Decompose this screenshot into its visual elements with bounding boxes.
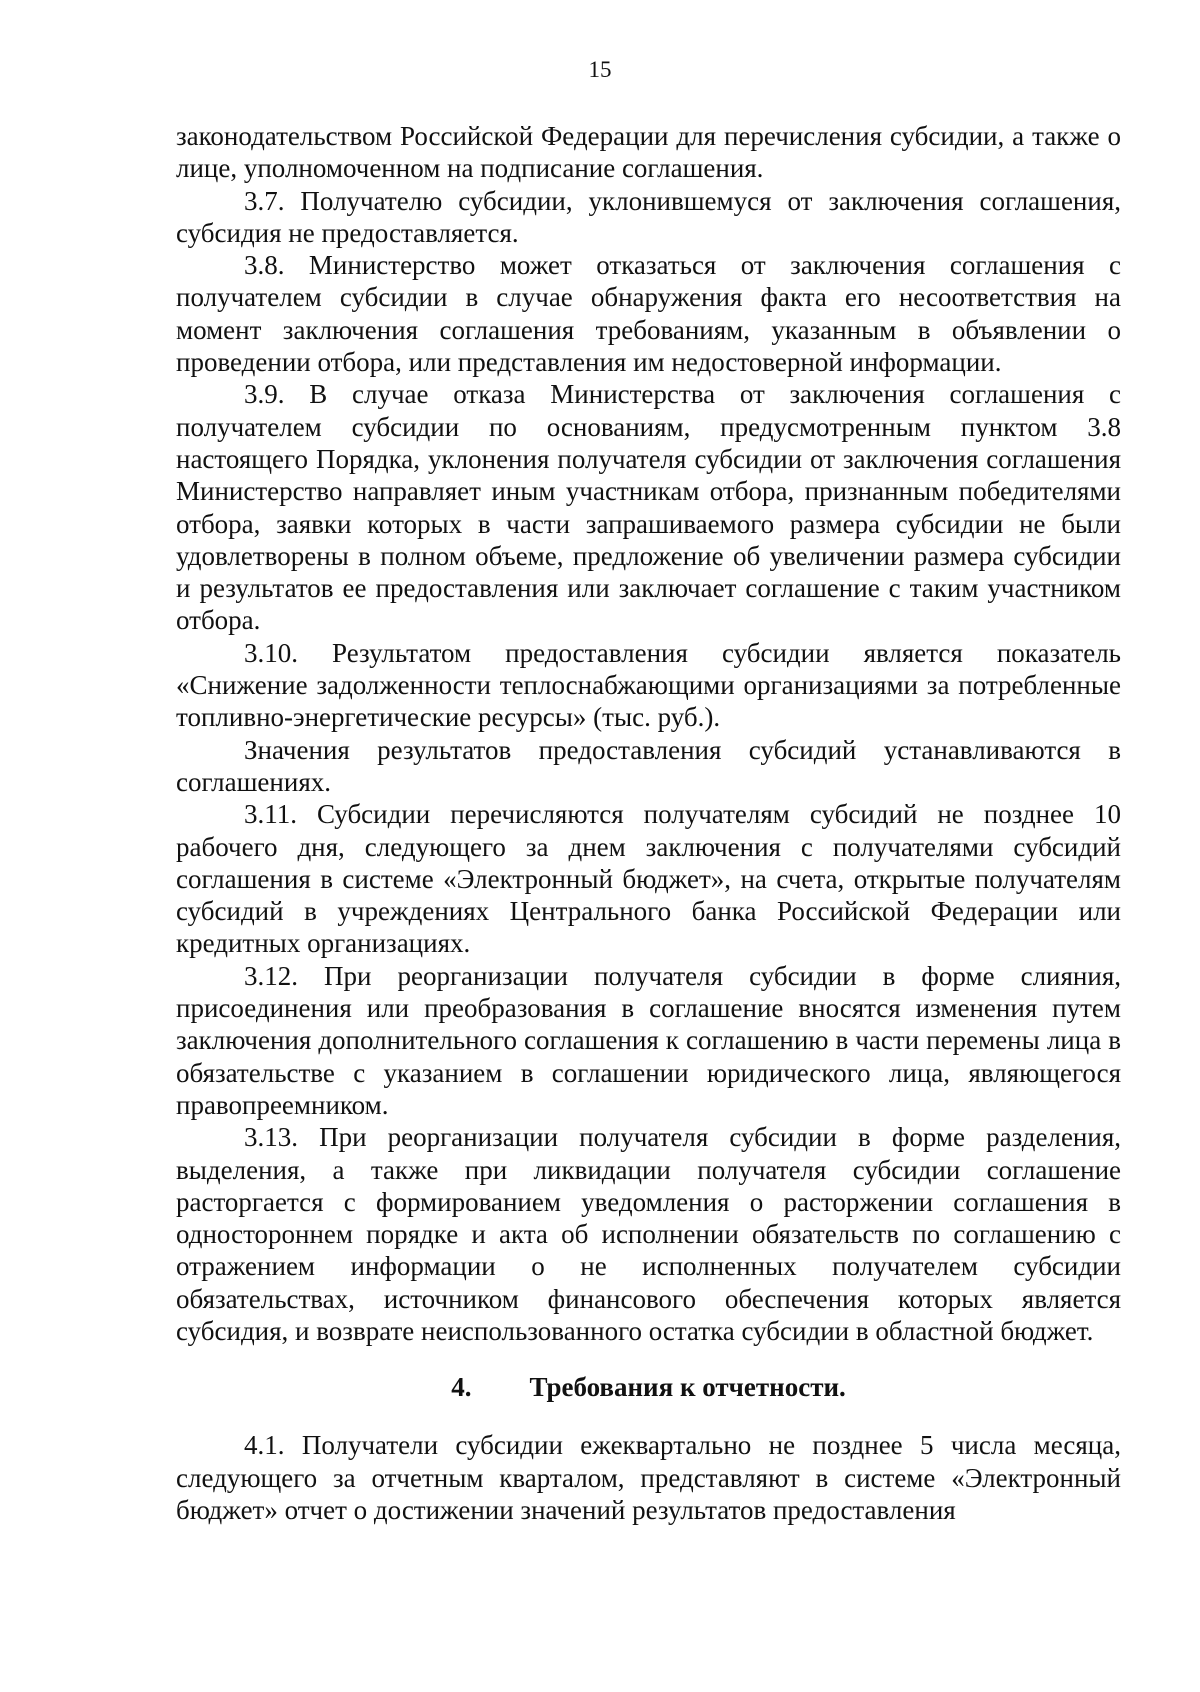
paragraph-legislation-continuation: законодательством Российской Федерации для перечисления субсидии, а также о лице, уполномоченном на подписание соглашения.: [176, 121, 1121, 184]
section-number: 4.: [451, 1372, 472, 1403]
paragraph-3-7: 3.7. Получателю субсидии, уклонившемуся от заключения соглашения, субсидия не предоставляется.: [176, 185, 1121, 248]
paragraph-3-11: 3.11. Субсидии перечисляются получателям субсидий не позднее 10 рабочего дня, следующего за днем заключения с получателями субсидий соглашения в системе «Электронный бюджет», на счета, открытые получателям субсидий в учреждениях Центрального банка Российской Федерации или кредитных организациях.: [176, 799, 1121, 959]
page-number: 15: [588, 57, 612, 82]
paragraph-result-values: Значения результатов предоставления субсидий устанавливаются в соглашениях.: [176, 734, 1121, 797]
section-heading: [176, 1371, 1121, 1403]
paragraph-3-9: 3.9. В случае отказа Министерства от заключения соглашения с получателем субсидии по основаниям, предусмотренным пунктом 3.8 настоящего Порядка, уклонения получателя субсидии от заключения соглашения Министерство направляет иным участникам отбора, признанным победителями отбора, заявки которых в части запрашиваемого размера субсидии не были удовлетворены в полном объеме, предложение об увеличении размера субсидии и результатов ее предоставления или заключает соглашение с таким участником отбора.: [176, 379, 1121, 636]
paragraph-3-8: 3.8. Министерство может отказаться от заключения соглашения с получателем субсидии в случае обнаружения факта его несоответствия на момент заключения соглашения требованиям, указанным в объявлении о проведении отбора, или представления им недостоверной информации.: [176, 250, 1121, 378]
document-body: [176, 120, 1121, 1526]
paragraph-3-10: 3.10. Результатом предоставления субсидии является показатель «Снижение задолженности теплоснабжающими организациями за потребленные топливно-энергетические ресурсы» (тыс. руб.).: [176, 637, 1121, 733]
section-title: Требования к отчетности.: [529, 1372, 846, 1403]
paragraph-4-1: 4.1. Получатели субсидии ежеквартально не позднее 5 числа месяца, следующего за отчетным кварталом, представляют в системе «Электронный бюджет» отчет о достижении значений результатов предоставления: [176, 1430, 1121, 1525]
paragraph-3-12: 3.12. При реорганизации получателя субсидии в форме слияния, присоединения или преобразования в соглашение вносятся изменения путем заключения дополнительного соглашения к соглашению в части перемены лица в обязательстве с указанием в соглашении юридического лица, являющегося правопреемником.: [176, 960, 1121, 1120]
paragraph-3-13: 3.13. При реорганизации получателя субсидии в форме разделения, выделения, а также при ликвидации получателя субсидии соглашение расторгается с формированием уведомления о расторжении соглашения в одностороннем порядке и акта об исполнении обязательств по соглашению с отражением информации о не исполненных получателем субсидии обязательствах, источником финансового обеспечения которых является субсидия, и возврате неиспользованного остатка субсидии в областной бюджет.: [176, 1122, 1121, 1346]
